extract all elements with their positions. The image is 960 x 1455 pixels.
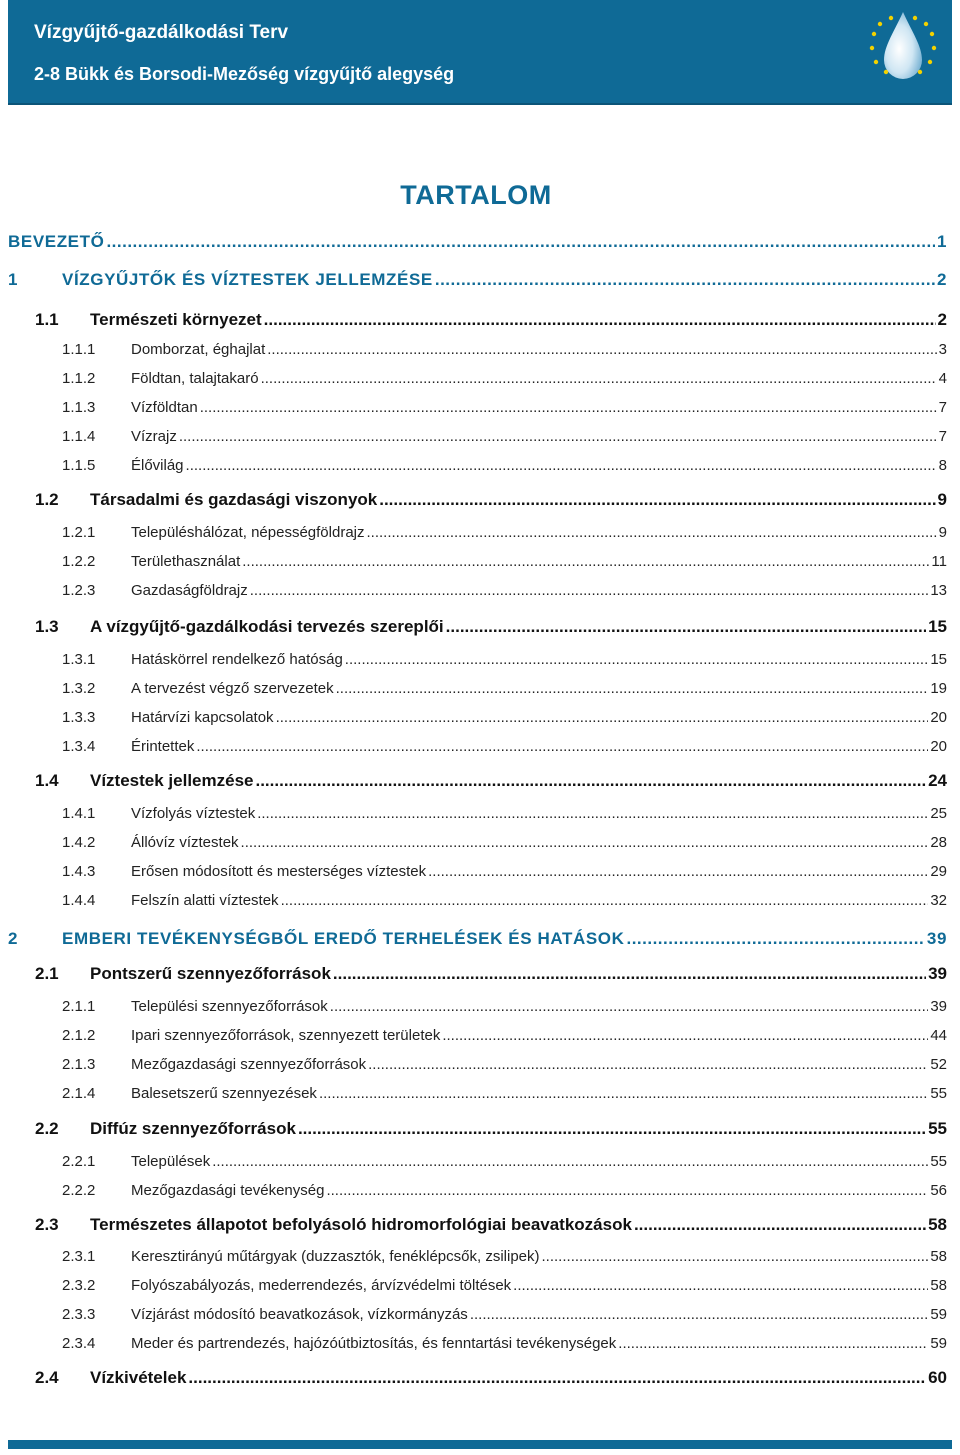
toc-entry-number: 2.3.1 [62, 1248, 96, 1265]
toc-entry[interactable] [0, 1119, 960, 1139]
toc-entry-page: 39 [926, 929, 947, 948]
toc-entry[interactable] [0, 399, 960, 416]
toc-entry-title: Vízjárást módosító beavatkozások, vízkormányzás [131, 1306, 468, 1323]
toc-entry-number: 1.4.2 [62, 834, 96, 851]
toc-entry-page: 20 [930, 738, 947, 755]
toc-entry-number: 1.4.4 [62, 892, 96, 909]
toc-entry-title: Természeti környezet [90, 310, 262, 329]
toc-entry-title: Gazdaságföldrajz [131, 582, 248, 599]
toc-entry-page: 52 [930, 1056, 947, 1073]
toc-entry[interactable] [0, 553, 960, 570]
page-title: TARTALOM [400, 180, 552, 210]
toc-entry-title: Erősen módosított és mesterséges víztestek [131, 863, 427, 880]
toc-entry-title: Élővilág [131, 457, 184, 474]
toc-entry[interactable] [0, 310, 960, 330]
toc-entry-number: 1.2.2 [62, 553, 96, 570]
toc-leader-dots [267, 341, 936, 358]
toc-entry-number: 2.2.2 [62, 1182, 96, 1199]
toc-entry-number: 1.1.5 [62, 457, 96, 474]
toc-entry-number: 1.3.4 [62, 738, 96, 755]
toc-leader-dots [250, 582, 929, 599]
toc-leader-dots [200, 399, 937, 416]
toc-entry[interactable] [0, 1215, 960, 1235]
toc-leader-dots [513, 1277, 928, 1294]
toc-entry[interactable] [0, 1306, 960, 1323]
toc-entry-page: 8 [938, 457, 947, 474]
toc-entry-number: 1.2.1 [62, 524, 96, 541]
toc-entry-page: 55 [930, 1085, 947, 1102]
toc-entry[interactable] [0, 1368, 960, 1388]
toc-entry-page: 32 [930, 892, 947, 909]
toc-entry-number: 1.4.3 [62, 863, 96, 880]
toc-entry-page: 15 [928, 617, 947, 636]
toc-entry-title: EMBERI TEVÉKENYSÉGBŐL EREDŐ TERHELÉSEK ÉS HATÁSOK [62, 929, 625, 948]
toc-leader-dots [242, 553, 929, 570]
toc-entry-title: Vízkivételek [90, 1368, 187, 1387]
toc-entry-number: 2 [8, 929, 19, 948]
toc-leader-dots [626, 929, 924, 949]
toc-entry-number: 2.1.2 [62, 1027, 96, 1044]
toc-leader-dots [241, 834, 929, 851]
toc-entry-page: 13 [930, 582, 947, 599]
toc-entry-number: 1.1.1 [62, 341, 96, 358]
toc-entry[interactable] [0, 834, 960, 851]
toc-entry-page: 20 [930, 709, 947, 726]
toc-entry[interactable] [0, 490, 960, 510]
toc-entry-number: 1.3.2 [62, 680, 96, 697]
toc-leader-dots [336, 680, 929, 697]
header-banner [8, 0, 952, 105]
toc-entry-page: 7 [938, 399, 947, 416]
toc-entry-title: Meder és partrendezés, hajózóútbiztosítás, és fenntartási tevékenységek [131, 1335, 617, 1352]
toc-leader-dots [618, 1335, 928, 1352]
toc-leader-dots [345, 651, 929, 668]
toc-entry[interactable] [0, 428, 960, 445]
toc-entry[interactable] [0, 1335, 960, 1352]
toc-entry-title: Érintettek [131, 738, 195, 755]
toc-entry[interactable] [0, 680, 960, 697]
toc-entry-number: 2.1.1 [62, 998, 96, 1015]
toc-entry-number: 2.3.3 [62, 1306, 96, 1323]
toc-entry-title: Természetes állapotot befolyásoló hidromorfológiai beavatkozások [90, 1215, 632, 1234]
toc-leader-dots [428, 863, 928, 880]
toc-entry-page: 44 [930, 1027, 947, 1044]
toc-entry-title: Ipari szennyezőforrások, szennyezett területek [131, 1027, 441, 1044]
toc-entry[interactable] [0, 863, 960, 880]
toc-entry[interactable] [0, 892, 960, 909]
toc-entry[interactable] [0, 1056, 960, 1073]
toc-entry-page: 58 [930, 1248, 947, 1265]
toc-entry-page: 2 [937, 310, 947, 329]
toc-entry-page: 25 [930, 805, 947, 822]
toc-entry-page: 55 [930, 1153, 947, 1170]
toc-leader-dots [367, 524, 937, 541]
toc-leader-dots [196, 738, 928, 755]
toc-entry[interactable] [0, 270, 960, 290]
toc-entry-page: 24 [928, 771, 947, 790]
toc-entry-title: VÍZGYŰJTŐK ÉS VÍZTESTEK JELLEMZÉSE [62, 270, 433, 289]
toc-entry-title: Határvízi kapcsolatok [131, 709, 274, 726]
toc-entry-title: Települési szennyezőforrások [131, 998, 328, 1015]
toc-entry-title: A tervezést végző szervezetek [131, 680, 334, 697]
toc-entry-page: 39 [930, 998, 947, 1015]
water-drop-eu-stars-icon [860, 4, 946, 90]
toc-entry-number: 1.4 [35, 771, 59, 790]
toc-entry-number: 2.3.2 [62, 1277, 96, 1294]
toc-leader-dots [542, 1248, 929, 1265]
toc-entry[interactable] [0, 232, 960, 252]
toc-entry-page: 7 [938, 428, 947, 445]
toc-leader-dots [368, 1056, 928, 1073]
toc-entry-page: 1 [936, 232, 947, 251]
toc-entry[interactable] [0, 998, 960, 1015]
toc-leader-dots [179, 428, 937, 445]
toc-entry-number: 1.3.3 [62, 709, 96, 726]
toc-entry-title: Felszín alatti víztestek [131, 892, 279, 909]
toc-entry[interactable] [0, 1277, 960, 1294]
toc-entry-page: 60 [928, 1368, 947, 1387]
toc-entry-page: 59 [930, 1306, 947, 1323]
toc-entry[interactable] [0, 617, 960, 637]
toc-entry-number: 1.1.2 [62, 370, 96, 387]
toc-entry-number: 2.3 [35, 1215, 59, 1234]
toc-entry-title: Balesetszerű szennyezések [131, 1085, 317, 1102]
toc-entry-number: 1.1.4 [62, 428, 96, 445]
toc-leader-dots [446, 617, 926, 637]
toc-entry[interactable] [0, 651, 960, 668]
toc-entry-number: 2.2.1 [62, 1153, 96, 1170]
toc-leader-dots [326, 1182, 928, 1199]
toc-entry-page: 19 [930, 680, 947, 697]
toc-leader-dots [435, 270, 935, 290]
toc-entry-title: A vízgyűjtő-gazdálkodási tervezés szereplői [90, 617, 444, 636]
toc-entry-page: 3 [938, 341, 947, 358]
toc-entry-page: 59 [930, 1335, 947, 1352]
toc-entry-number: 1.1.3 [62, 399, 96, 416]
toc-entry-number: 1.1 [35, 310, 59, 329]
toc-leader-dots [333, 964, 926, 984]
toc-entry-page: 29 [930, 863, 947, 880]
toc-entry-title: BEVEZETŐ [8, 232, 105, 251]
toc-entry-title: Földtan, talajtakaró [131, 370, 259, 387]
toc-entry[interactable] [0, 1027, 960, 1044]
toc-entry-number: 1.3 [35, 617, 59, 636]
toc-entry-title: Mezőgazdasági szennyezőforrások [131, 1056, 367, 1073]
toc-entry-title: Települések [131, 1153, 211, 1170]
toc-leader-dots [106, 232, 935, 252]
toc-entry-page: 56 [930, 1182, 947, 1199]
toc-entry[interactable] [0, 709, 960, 726]
toc-entry-title: Településhálózat, népességföldrajz [131, 524, 365, 541]
toc-entry[interactable] [0, 457, 960, 474]
toc-leader-dots [257, 805, 928, 822]
toc-entry-number: 2.3.4 [62, 1335, 96, 1352]
toc-entry-title: Vízfolyás víztestek [131, 805, 256, 822]
toc-entry[interactable] [0, 771, 960, 791]
toc-entry-page: 11 [931, 553, 947, 570]
toc-entry-title: Társadalmi és gazdasági viszonyok [90, 490, 378, 509]
toc-entry[interactable] [0, 341, 960, 358]
toc-leader-dots [634, 1215, 926, 1235]
toc-entry[interactable] [0, 1153, 960, 1170]
toc-entry[interactable] [0, 929, 960, 949]
toc-entry-page: 58 [930, 1277, 947, 1294]
toc-entry-number: 1.2 [35, 490, 59, 509]
toc-entry-page: 39 [928, 964, 947, 983]
toc-entry[interactable] [0, 738, 960, 755]
document-subtitle: 2-8 Bükk és Borsodi-Mezőség vízgyűjtő alegység [34, 64, 455, 84]
toc-entry-page: 2 [936, 270, 947, 289]
footer-bar [8, 1440, 952, 1449]
toc-leader-dots [330, 998, 929, 1015]
toc-entry-number: 2.2 [35, 1119, 59, 1138]
toc-entry-number: 2.1.4 [62, 1085, 96, 1102]
toc-entry[interactable] [0, 805, 960, 822]
toc-leader-dots [255, 771, 926, 791]
toc-leader-dots [379, 490, 935, 510]
toc-leader-dots [261, 370, 937, 387]
toc-leader-dots [188, 1368, 926, 1388]
toc-leader-dots [276, 709, 929, 726]
toc-entry[interactable] [0, 370, 960, 387]
toc-entry[interactable] [0, 524, 960, 541]
toc-entry[interactable] [0, 1182, 960, 1199]
toc-entry[interactable] [0, 964, 960, 984]
toc-entry-page: 15 [930, 651, 947, 668]
toc-entry-title: Területhasználat [131, 553, 241, 570]
toc-leader-dots [281, 892, 929, 909]
toc-entry-number: 1.4.1 [62, 805, 96, 822]
toc-entry-title: Állóvíz víztestek [131, 834, 239, 851]
toc-entry-title: Pontszerű szennyezőforrások [90, 964, 331, 983]
toc-leader-dots [442, 1027, 928, 1044]
toc-entry-title: Mezőgazdasági tevékenység [131, 1182, 325, 1199]
document-title: Vízgyűjtő-gazdálkodási Terv [34, 22, 289, 43]
toc-leader-dots [212, 1153, 928, 1170]
toc-entry[interactable] [0, 1248, 960, 1265]
toc-entry-number: 2.1.3 [62, 1056, 96, 1073]
toc-entry-title: Vízrajz [131, 428, 177, 445]
toc-leader-dots [186, 457, 937, 474]
toc-entry-page: 28 [930, 834, 947, 851]
toc-leader-dots [319, 1085, 928, 1102]
toc-entry-number: 1.2.3 [62, 582, 96, 599]
toc-entry-title: Víztestek jellemzése [90, 771, 254, 790]
toc-entry-page: 4 [938, 370, 947, 387]
toc-entry[interactable] [0, 1085, 960, 1102]
toc-entry-number: 1 [8, 270, 19, 289]
toc-entry[interactable] [0, 582, 960, 599]
toc-entry-page: 9 [937, 490, 947, 509]
toc-entry-page: 55 [928, 1119, 947, 1138]
toc-leader-dots [264, 310, 936, 330]
toc-entry-page: 58 [928, 1215, 947, 1234]
toc-entry-number: 1.3.1 [62, 651, 96, 668]
toc-entry-title: Keresztirányú műtárgyak (duzzasztók, fenéklépcsők, zsilipek) [131, 1248, 540, 1265]
toc-leader-dots [298, 1119, 926, 1139]
toc-entry-title: Domborzat, éghajlat [131, 341, 266, 358]
toc-entry-title: Vízföldtan [131, 399, 198, 416]
toc-entry-title: Hatáskörrel rendelkező hatóság [131, 651, 343, 668]
toc-entry-title: Diffúz szennyezőforrások [90, 1119, 296, 1138]
toc-entry-number: 2.4 [35, 1368, 59, 1387]
toc-entry-number: 2.1 [35, 964, 59, 983]
toc-leader-dots [470, 1306, 929, 1323]
toc-entry-page: 9 [938, 524, 947, 541]
toc-entry-title: Folyószabályozás, mederrendezés, árvízvédelmi töltések [131, 1277, 512, 1294]
